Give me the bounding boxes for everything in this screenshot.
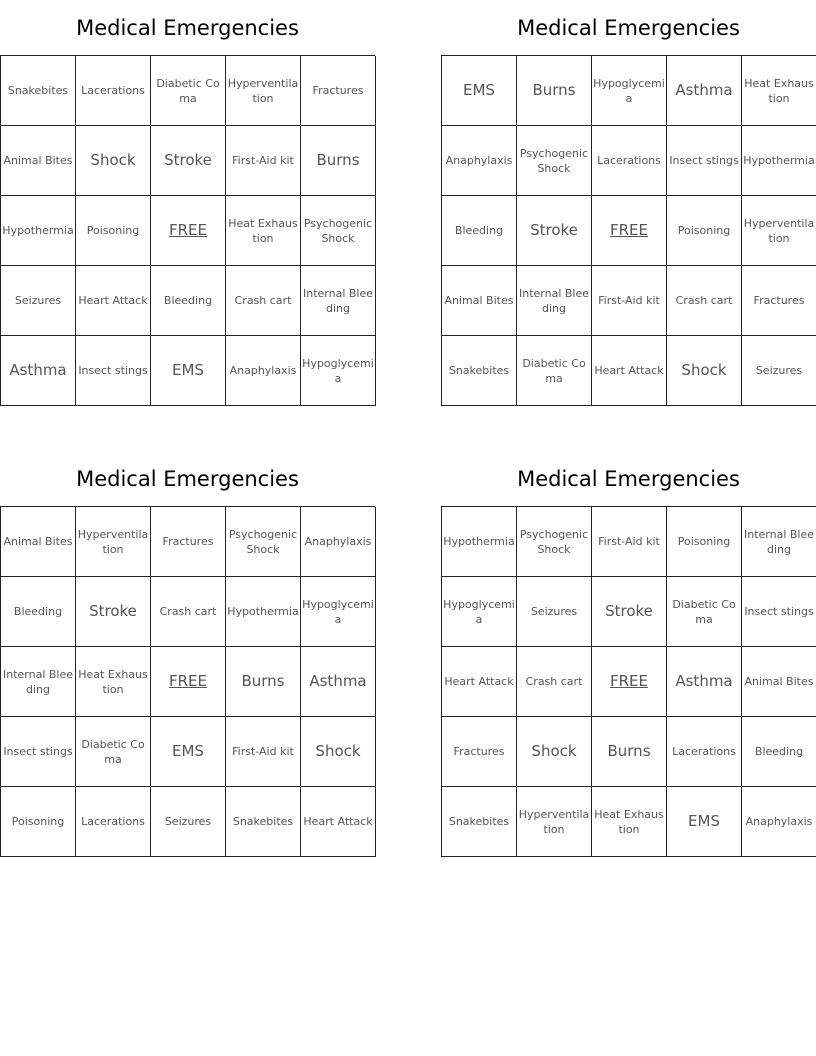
bingo-cell: EMS [151, 717, 226, 787]
bingo-cell: Insect stings [742, 577, 816, 647]
bingo-cell: Shock [667, 336, 742, 406]
bingo-cell: Burns [517, 56, 592, 126]
bingo-cell: Shock [517, 717, 592, 787]
bingo-cell: Psychogenic Shock [517, 126, 592, 196]
bingo-cell: Crash cart [517, 647, 592, 717]
bingo-cell: Heart Attack [442, 647, 517, 717]
bingo-cell: Bleeding [151, 266, 226, 336]
bingo-cell: Heat Exhaustion [226, 196, 301, 266]
bingo-cell: Hyperventilation [517, 787, 592, 857]
bingo-cell: Asthma [667, 56, 742, 126]
bingo-cell: Stroke [151, 126, 226, 196]
bingo-cell: Internal Bleeding [301, 266, 376, 336]
bingo-cell: Hypothermia [1, 196, 76, 266]
bingo-cell: Shock [301, 717, 376, 787]
bingo-cell: Snakebites [442, 336, 517, 406]
bingo-cell: Heart Attack [592, 336, 667, 406]
bingo-cell: Lacerations [76, 56, 151, 126]
bingo-cell: Burns [301, 126, 376, 196]
bingo-cell: Poisoning [1, 787, 76, 857]
bingo-cell: Asthma [1, 336, 76, 406]
bingo-cell: Bleeding [742, 717, 816, 787]
bingo-cell: First-Aid kit [592, 507, 667, 577]
bingo-cell: Shock [76, 126, 151, 196]
bingo-cell: EMS [667, 787, 742, 857]
bingo-cell: Heart Attack [301, 787, 376, 857]
bingo-cell: Bleeding [1, 577, 76, 647]
bingo-cell: Seizures [151, 787, 226, 857]
bingo-cell: Insect stings [1, 717, 76, 787]
bingo-cell: Diabetic Coma [517, 336, 592, 406]
free-space-cell: FREE [151, 647, 226, 717]
bingo-cell: Stroke [76, 577, 151, 647]
bingo-cell: Diabetic Coma [76, 717, 151, 787]
bingo-cell: Stroke [517, 196, 592, 266]
bingo-cell: Heart Attack [76, 266, 151, 336]
bingo-grid [441, 506, 816, 857]
bingo-cell: Anaphylaxis [226, 336, 301, 406]
bingo-cell: Hypothermia [442, 507, 517, 577]
bingo-cell: Heat Exhaustion [742, 56, 816, 126]
bingo-cell: Diabetic Coma [667, 577, 742, 647]
bingo-cell: Insect stings [667, 126, 742, 196]
bingo-card-4 [441, 463, 816, 836]
card-title: Medical Emergencies [76, 467, 299, 491]
bingo-cell: Poisoning [76, 196, 151, 266]
bingo-cell: Diabetic Coma [151, 56, 226, 126]
bingo-cell: Hypoglycemia [592, 56, 667, 126]
card-title: Medical Emergencies [76, 16, 299, 40]
bingo-cell: First-Aid kit [226, 126, 301, 196]
bingo-cell: Poisoning [667, 507, 742, 577]
bingo-cell: Hyperventilation [742, 196, 816, 266]
bingo-cell: Burns [226, 647, 301, 717]
bingo-cell: Snakebites [442, 787, 517, 857]
bingo-cell: Heat Exhaustion [592, 787, 667, 857]
bingo-cell: Hyperventilation [226, 56, 301, 126]
bingo-cell: Lacerations [667, 717, 742, 787]
bingo-cell: Poisoning [667, 196, 742, 266]
bingo-cell: Internal Bleeding [742, 507, 816, 577]
bingo-cell: Anaphylaxis [742, 787, 816, 857]
bingo-grid [0, 506, 375, 857]
bingo-card-2 [441, 12, 816, 385]
bingo-card-3 [0, 463, 375, 828]
bingo-cell: Anaphylaxis [301, 507, 376, 577]
bingo-cell: Animal Bites [442, 266, 517, 336]
bingo-cell: Seizures [1, 266, 76, 336]
bingo-cell: Asthma [667, 647, 742, 717]
bingo-cell: Fractures [151, 507, 226, 577]
bingo-cell: First-Aid kit [592, 266, 667, 336]
bingo-cell: Snakebites [1, 56, 76, 126]
bingo-cell: Fractures [301, 56, 376, 126]
bingo-cell: Hypothermia [742, 126, 816, 196]
bingo-cell: Hypothermia [226, 577, 301, 647]
bingo-cell: Psychogenic Shock [301, 196, 376, 266]
bingo-cell: Internal Bleeding [1, 647, 76, 717]
bingo-grid [0, 55, 375, 406]
bingo-cell: EMS [442, 56, 517, 126]
bingo-cell: Hypoglycemia [301, 577, 376, 647]
bingo-cell: Internal Bleeding [517, 266, 592, 336]
bingo-cell: Hypoglycemia [301, 336, 376, 406]
bingo-cell: Crash cart [151, 577, 226, 647]
free-space-cell: FREE [151, 196, 226, 266]
bingo-cell: Snakebites [226, 787, 301, 857]
bingo-cell: Seizures [517, 577, 592, 647]
bingo-cell: Asthma [301, 647, 376, 717]
bingo-cell: Bleeding [442, 196, 517, 266]
bingo-cell: Insect stings [76, 336, 151, 406]
bingo-cell: Lacerations [592, 126, 667, 196]
bingo-cell: Crash cart [226, 266, 301, 336]
bingo-cell: Seizures [742, 336, 816, 406]
bingo-cell: Animal Bites [1, 507, 76, 577]
bingo-cell: Crash cart [667, 266, 742, 336]
bingo-cell: Animal Bites [742, 647, 816, 717]
bingo-cell: Psychogenic Shock [226, 507, 301, 577]
bingo-card-1 [0, 12, 375, 385]
bingo-cell: Anaphylaxis [442, 126, 517, 196]
bingo-cell: Lacerations [76, 787, 151, 857]
bingo-cell: Heat Exhaustion [76, 647, 151, 717]
bingo-cell: First-Aid kit [226, 717, 301, 787]
bingo-cell: Fractures [442, 717, 517, 787]
card-title: Medical Emergencies [517, 16, 740, 40]
bingo-cell: Psychogenic Shock [517, 507, 592, 577]
bingo-cell: Hyperventilation [76, 507, 151, 577]
bingo-grid [441, 55, 816, 406]
free-space-cell: FREE [592, 647, 667, 717]
bingo-cell: Animal Bites [1, 126, 76, 196]
bingo-cell: Hypoglycemia [442, 577, 517, 647]
bingo-cell: Fractures [742, 266, 816, 336]
bingo-cell: EMS [151, 336, 226, 406]
bingo-cell: Stroke [592, 577, 667, 647]
card-title: Medical Emergencies [517, 467, 740, 491]
free-space-cell: FREE [592, 196, 667, 266]
bingo-cell: Burns [592, 717, 667, 787]
